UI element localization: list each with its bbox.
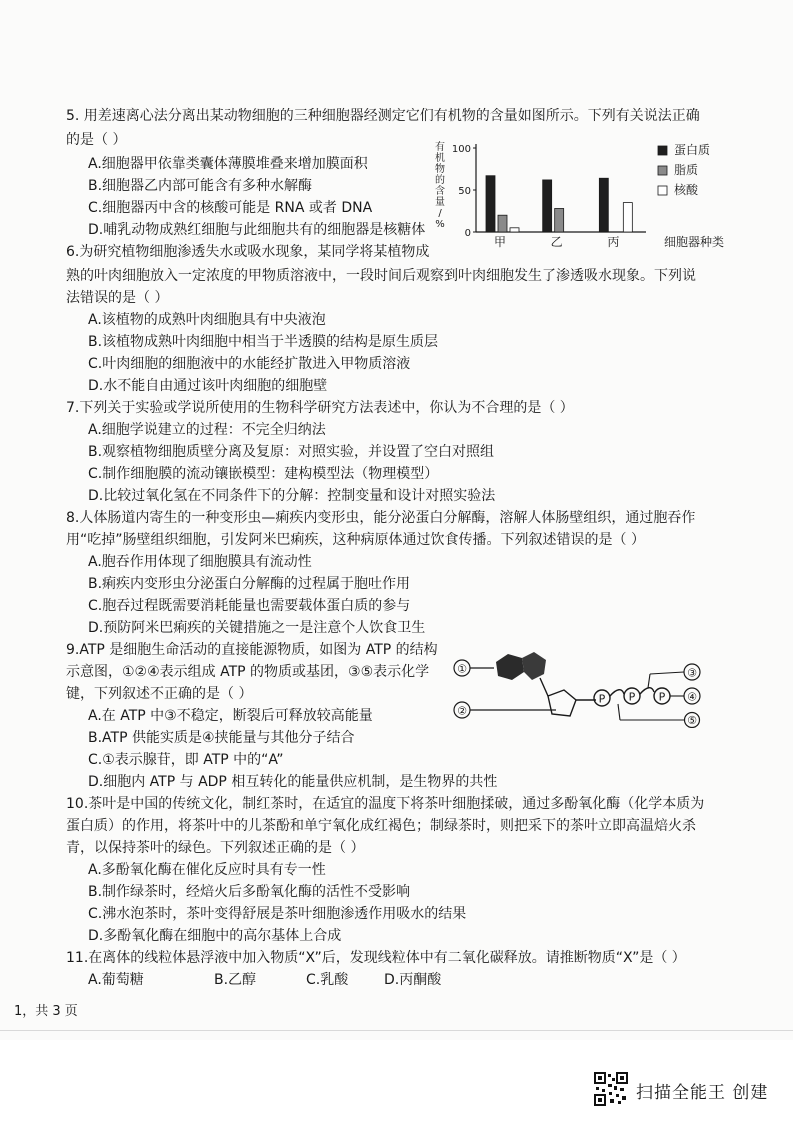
y-axis-label-char: 有	[435, 142, 445, 153]
y-axis-label-char: 含	[435, 186, 445, 197]
q5-option-b: B.细胞器乙内部可能含有多种水解酶	[88, 178, 313, 194]
y-axis-label-char: 的	[435, 175, 445, 186]
bar-核酸-丙	[623, 203, 632, 232]
phosphate-1-label: P	[598, 692, 606, 706]
q6-stem-line2: 熟的叶肉细胞放入一定浓度的甲物质溶液中，一段时间后观察到叶肉细胞发生了渗透吸水现象。下列说	[66, 268, 696, 284]
legend-swatch	[658, 146, 667, 155]
adenine-ring-2	[522, 652, 546, 680]
legend-swatch	[658, 166, 667, 175]
bar-蛋白质-丙	[599, 178, 608, 232]
q9-stem-line3: 键，下列叙述不正确的是（ ）	[66, 686, 253, 702]
q11-stem-line1: 11.在离体的线粒体悬浮液中加入物质“X”后，发现线粒体中有二氧化碳释放。请推断物质“X”是（ ）	[66, 950, 686, 966]
bar-蛋白质-乙	[543, 180, 552, 232]
phosphate-3-label: P	[658, 690, 666, 704]
q7-option-b: B.观察植物细胞质壁分离及复原：对照实验，并设置了空白对照组	[88, 444, 495, 460]
q11-option-b: B.乙醇	[214, 972, 257, 988]
q9-stem-line1: 9.ATP 是细胞生命活动的直接能源物质，如图为 ATP 的结构	[66, 642, 438, 658]
y-axis-label-char: /	[438, 208, 442, 219]
q7-option-d: D.比较过氧化氢在不同条件下的分解：控制变量和设计对照实验法	[88, 488, 496, 504]
y-axis-label-char: %	[435, 219, 445, 230]
q6-option-a: A.该植物的成熟叶肉细胞具有中央液泡	[88, 312, 326, 328]
phosphate-2-label: P	[628, 690, 636, 704]
q9-option-c: C.①表示腺苷，即 ATP 中的“A”	[88, 752, 284, 768]
adenine-ring	[496, 654, 524, 680]
atp-structure-diagram	[452, 648, 712, 728]
q11-option-d: D.丙酮酸	[384, 972, 442, 988]
q5-option-a: A.细胞器甲依靠类囊体薄膜堆叠来增加膜面积	[88, 156, 368, 172]
bar-脂质-甲	[498, 215, 507, 232]
y-tick-label: 0	[464, 228, 471, 239]
y-tick-label: 100	[451, 144, 471, 155]
q6-option-b: B.该植物成熟叶肉细胞中相当于半透膜的结构是原生质层	[88, 334, 439, 350]
atp-label-1: ①	[457, 662, 467, 676]
legend-label: 蛋白质	[674, 143, 711, 157]
q10-option-b: B.制作绿茶时，经焙火后多酚氧化酶的活性不受影响	[88, 884, 411, 900]
bar-蛋白质-甲	[486, 176, 495, 232]
scanner-watermark	[594, 1072, 774, 1110]
atp-label-2: ②	[457, 704, 467, 718]
q10-stem-line1: 10.茶叶是中国的传统文化，制红茶时，在适宜的温度下将茶叶细胞揉破，通过多酚氧化酶（化学本质为	[66, 796, 705, 812]
atp-label-4: ④	[687, 690, 697, 704]
q11-option-c: C.乳酸	[306, 972, 349, 988]
atp-label-3: ③	[687, 666, 697, 680]
y-axis-label-char: 机	[435, 153, 445, 164]
q5-option-d: D.哺乳动物成熟红细胞与此细胞共有的细胞器是核糖体	[88, 222, 426, 238]
y-axis-label-char: 量	[435, 197, 445, 208]
q9-option-d: D.细胞内 ATP 与 ADP 相互转化的能量供应机制，是生物界的共性	[88, 774, 498, 790]
watermark-text: 扫描全能王 创建	[636, 1083, 769, 1103]
legend-label: 核酸	[674, 183, 699, 197]
q8-option-d: D.预防阿米巴痢疾的关键措施之一是注意个人饮食卫生	[88, 620, 426, 636]
x-tick-label: 甲	[493, 235, 507, 249]
q10-stem-line3: 青，以保持茶叶的绿色。下列叙述正确的是（ ）	[66, 840, 365, 856]
q6-option-d: D.水不能自由通过该叶肉细胞的细胞壁	[88, 378, 328, 394]
page-number: 1，共 3 页	[14, 1004, 78, 1019]
q7-option-c: C.制作细胞膜的流动镶嵌模型：建构模型法（物理模型）	[88, 466, 439, 482]
q5-option-c: C.细胞器丙中含的核酸可能是 RNA 或者 DNA	[88, 200, 373, 216]
q8-stem-line1: 8.人体肠道内寄生的一种变形虫—痢疾内变形虫，能分泌蛋白分解酶，溶解人体肠壁组织，通过胞吞作	[66, 510, 696, 526]
q9-stem-line2: 示意图，①②④表示组成 ATP 的物质或基团，③⑤表示化学	[66, 664, 430, 680]
qr-code-icon	[594, 1072, 628, 1106]
q9-option-b: B.ATP 供能实质是④挟能量与其他分子结合	[88, 730, 355, 746]
q7-stem-line1: 7.下列关于实验或学说所使用的生物科学研究方法表述中，你认为不合理的是（ ）	[66, 400, 574, 416]
q10-option-a: A.多酚氧化酶在催化反应时具有专一性	[88, 862, 326, 878]
atp-label-5: ⑤	[687, 714, 697, 727]
q8-option-c: C.胞吞过程既需要消耗能量也需要载体蛋白质的参与	[88, 598, 411, 614]
q10-stem-line2: 蛋白质）的作用，将茶叶中的儿茶酚和单宁氧化成红褐色；制绿茶时，则把采下的茶叶立即高温焙火杀	[66, 818, 696, 834]
q6-option-c: C.叶肉细胞的细胞液中的水能经扩散进入甲物质溶液	[88, 356, 411, 372]
q8-option-b: B.痢疾内变形虫分泌蛋白分解酶的过程属于胞吐作用	[88, 576, 411, 592]
q7-option-a: A.细胞学说建立的过程：不完全归纳法	[88, 422, 326, 438]
y-tick-label: 50	[458, 186, 471, 197]
x-axis-label: 细胞器种类	[663, 235, 725, 249]
q5-stem-line2: 的是（ ）	[66, 132, 127, 148]
legend-label: 脂质	[674, 163, 699, 177]
x-tick-label: 乙	[550, 235, 563, 249]
q9-option-a: A.在 ATP 中③不稳定，断裂后可释放较高能量	[88, 708, 373, 724]
q8-stem-line2: 用“吃掉”肠壁组织细胞，引发阿米巴痢疾，这种病原体通过饮食传播。下列叙述错误的是（ ）	[66, 532, 645, 548]
page-edge	[0, 1030, 793, 1031]
bar-核酸-甲	[510, 228, 519, 232]
organelle-content-chart	[430, 140, 730, 252]
q11-option-a: A.葡萄糖	[88, 972, 144, 988]
q8-option-a: A.胞吞作用体现了细胞膜具有流动性	[88, 554, 312, 570]
ribose-ring	[548, 690, 576, 716]
x-tick-label: 丙	[607, 235, 620, 249]
legend-swatch	[658, 186, 667, 195]
y-axis-label-char: 物	[435, 164, 445, 175]
bar-脂质-乙	[555, 208, 564, 232]
q6-stem-line3: 法错误的是（ ）	[66, 290, 169, 306]
q5-stem-line1: 5. 用差速离心法分离出某动物细胞的三种细胞器经测定它们有机物的含量如图所示。下列有关说法正确	[66, 108, 700, 124]
q10-option-c: C.沸水泡茶时，茶叶变得舒展是茶叶细胞渗透作用吸水的结果	[88, 906, 467, 922]
q10-option-d: D.多酚氧化酶在细胞中的高尔基体上合成	[88, 928, 342, 944]
q6-stem-line1: 6.为研究植物细胞渗透失水或吸水现象，某同学将某植物成	[66, 244, 430, 260]
